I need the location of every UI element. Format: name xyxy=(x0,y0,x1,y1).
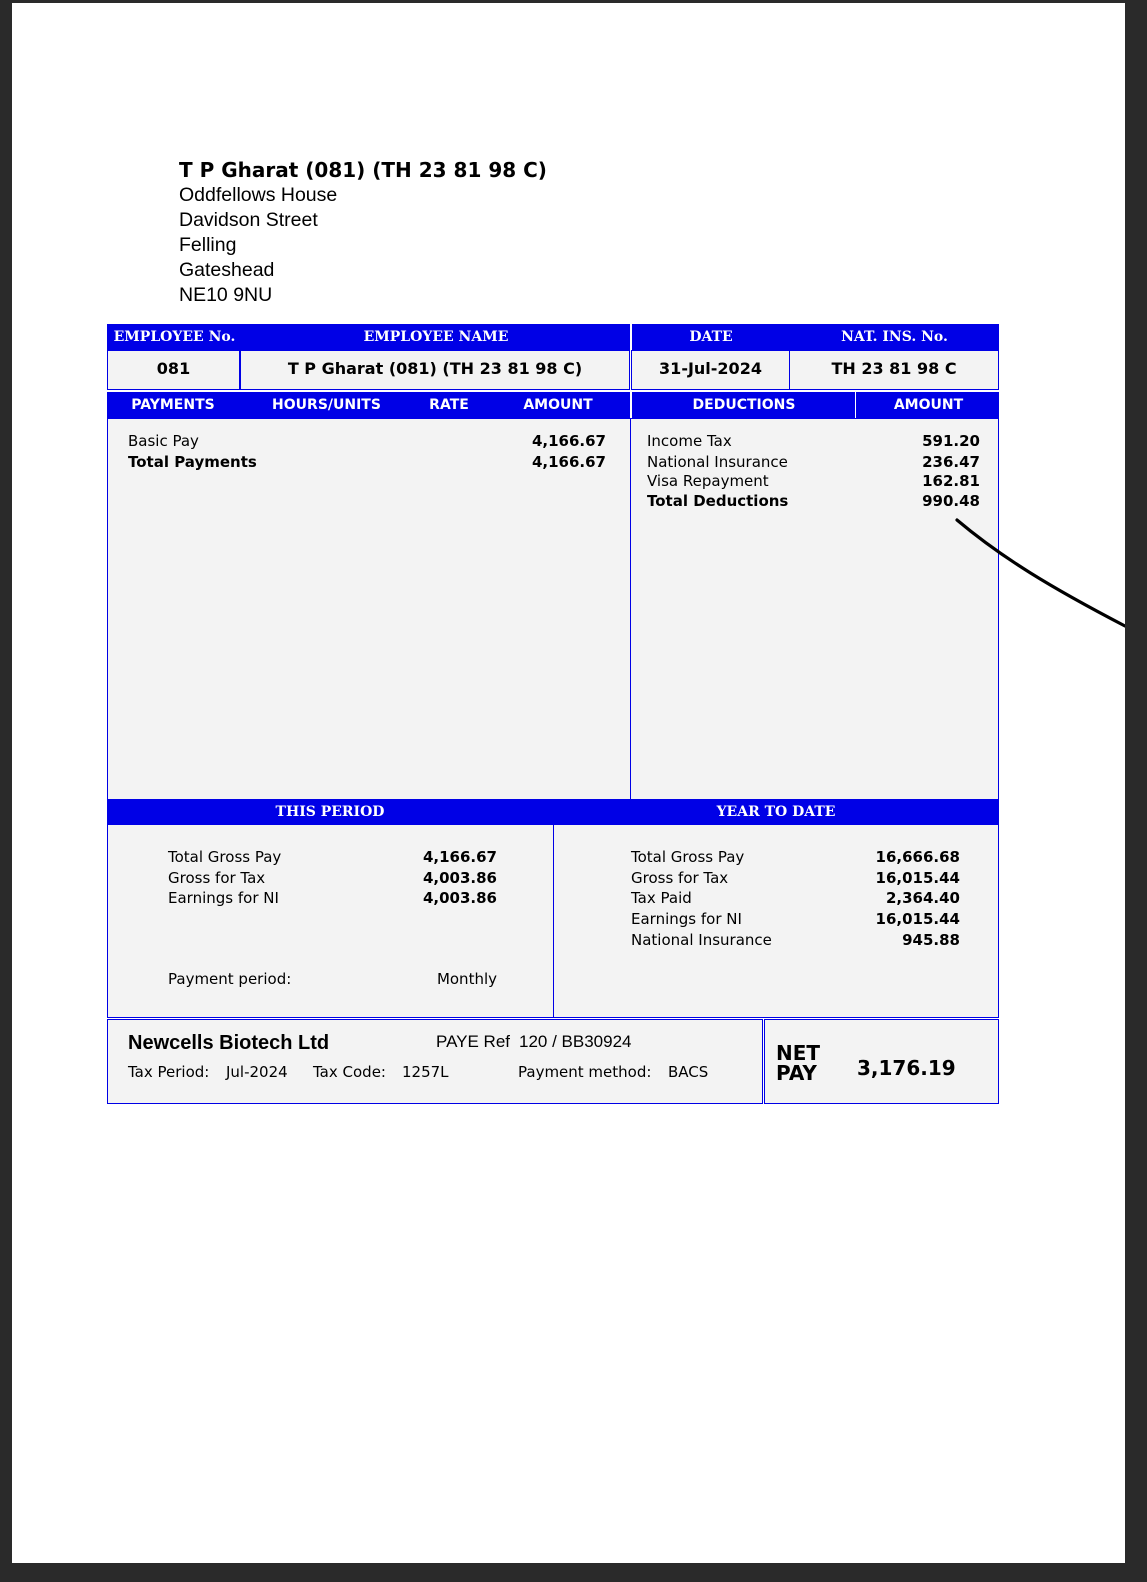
ytd-row xyxy=(631,930,960,950)
nat-ins-label: NAT. INS. No. xyxy=(841,329,948,345)
totals-header-bar xyxy=(107,800,999,824)
net-pay-label-net: NET xyxy=(776,1041,821,1065)
deductions-amount-col-label: AMOUNT xyxy=(893,397,964,413)
this-period-label: Earnings for NI xyxy=(168,889,279,907)
deduction-amount: 591.20 xyxy=(922,432,980,450)
ytd-row xyxy=(631,868,960,888)
ytd-row xyxy=(631,888,960,908)
tax-code-label: Tax Code: xyxy=(313,1063,386,1081)
company-name: Newcells Biotech Ltd xyxy=(128,1032,330,1054)
payment-method-value: BACS xyxy=(668,1063,709,1081)
payment-total-row xyxy=(128,452,606,472)
payment-period-value: Monthly xyxy=(436,970,497,988)
deductions-header-bar xyxy=(632,392,999,418)
payment-label: Basic Pay xyxy=(128,432,199,450)
payments-header-bar xyxy=(107,392,630,418)
employer-panel xyxy=(107,1019,763,1104)
date-value: 31-Jul-2024 xyxy=(659,359,762,378)
tax-period-label: Tax Period: xyxy=(128,1063,210,1081)
deduction-label: National Insurance xyxy=(647,453,788,471)
deductions-header-divider xyxy=(855,392,856,418)
ytd-value: 2,364.40 xyxy=(885,889,960,907)
address-line: Davidson Street xyxy=(179,209,318,231)
payments-amount-col-label: AMOUNT xyxy=(523,397,593,413)
employee-name-cell xyxy=(240,350,630,390)
rate-col-label: RATE xyxy=(429,397,469,413)
ytd-value: 16,015.44 xyxy=(875,910,960,928)
deductions-col-label: DEDUCTIONS xyxy=(692,397,796,413)
net-pay-label-pay: PAY xyxy=(776,1061,817,1085)
this-period-panel xyxy=(107,824,554,1018)
employee-name-value: T P Gharat (081) (TH 23 81 98 C) xyxy=(287,359,583,378)
this-period-row xyxy=(168,868,497,888)
net-pay-value: 3,176.19 xyxy=(857,1056,956,1080)
deduction-total-row xyxy=(647,491,980,511)
this-period-label: Total Gross Pay xyxy=(168,848,282,866)
year-to-date-panel xyxy=(553,824,999,1018)
annotation-stroke xyxy=(942,508,1125,638)
deduction-row xyxy=(647,452,980,472)
address-line: NE10 9NU xyxy=(179,284,273,306)
payslip-page xyxy=(12,3,1125,1563)
tax-code-value: 1257L xyxy=(402,1063,449,1081)
this-period-value: 4,166.67 xyxy=(422,848,497,866)
hours-col-label: HOURS/UNITS xyxy=(272,397,381,413)
ytd-value: 945.88 xyxy=(902,931,960,949)
ytd-label: National Insurance xyxy=(631,931,772,949)
this-period-title: THIS PERIOD xyxy=(275,804,385,820)
tax-period-value: Jul-2024 xyxy=(226,1063,288,1081)
this-period-row xyxy=(168,888,497,908)
deduction-amount: 990.48 xyxy=(922,492,980,510)
employee-no-label: EMPLOYEE No. xyxy=(113,329,236,345)
date-header-bar xyxy=(632,324,999,350)
employee-no-cell xyxy=(107,350,240,390)
address-line: Oddfellows House xyxy=(179,184,338,206)
payment-label: Total Payments xyxy=(128,453,257,471)
address-name: T P Gharat (081) (TH 23 81 98 C) xyxy=(179,158,547,182)
nat-ins-value: TH 23 81 98 C xyxy=(831,359,957,378)
paye-label: PAYE Ref xyxy=(436,1032,511,1051)
deduction-label: Total Deductions xyxy=(647,492,789,510)
ytd-label: Gross for Tax xyxy=(631,869,729,887)
ytd-label: Tax Paid xyxy=(631,889,692,907)
net-pay-panel xyxy=(764,1019,999,1104)
payment-period-label: Payment period: xyxy=(168,970,292,988)
ytd-value: 16,666.68 xyxy=(875,848,960,866)
payment-method-label: Payment method: xyxy=(518,1063,652,1081)
employee-no-value: 081 xyxy=(156,359,191,378)
address-line: Felling xyxy=(179,234,237,256)
payment-amount: 4,166.67 xyxy=(531,453,606,471)
date-cell xyxy=(631,350,790,390)
payments-panel xyxy=(107,418,631,800)
employee-address xyxy=(179,158,547,308)
this-period-value: 4,003.86 xyxy=(422,869,497,887)
employee-name-label: EMPLOYEE NAME xyxy=(363,329,509,345)
ytd-row xyxy=(631,847,960,867)
payment-row xyxy=(128,431,606,451)
deduction-amount: 236.47 xyxy=(922,453,980,471)
employee-header-bar xyxy=(107,324,630,350)
this-period-label: Gross for Tax xyxy=(168,869,266,887)
payments-col-label: PAYMENTS xyxy=(131,397,215,413)
date-label: DATE xyxy=(689,329,733,345)
deduction-row xyxy=(647,471,980,491)
nat-ins-cell xyxy=(789,350,999,390)
this-period-row xyxy=(168,847,497,867)
deduction-amount: 162.81 xyxy=(922,472,980,490)
year-to-date-title: YEAR TO DATE xyxy=(716,804,836,820)
deduction-row xyxy=(647,431,980,451)
ytd-value: 16,015.44 xyxy=(875,869,960,887)
deduction-label: Visa Repayment xyxy=(647,472,769,490)
annotation-stroke-path xyxy=(957,520,1125,626)
payment-period-row xyxy=(168,969,497,989)
paye-value: 120 / BB30924 xyxy=(519,1032,632,1051)
ytd-label: Total Gross Pay xyxy=(631,848,745,866)
address-line: Gateshead xyxy=(179,259,275,281)
deduction-label: Income Tax xyxy=(647,432,732,450)
ytd-row xyxy=(631,909,960,929)
ytd-label: Earnings for NI xyxy=(631,910,742,928)
this-period-value: 4,003.86 xyxy=(422,889,497,907)
payment-amount: 4,166.67 xyxy=(531,432,606,450)
